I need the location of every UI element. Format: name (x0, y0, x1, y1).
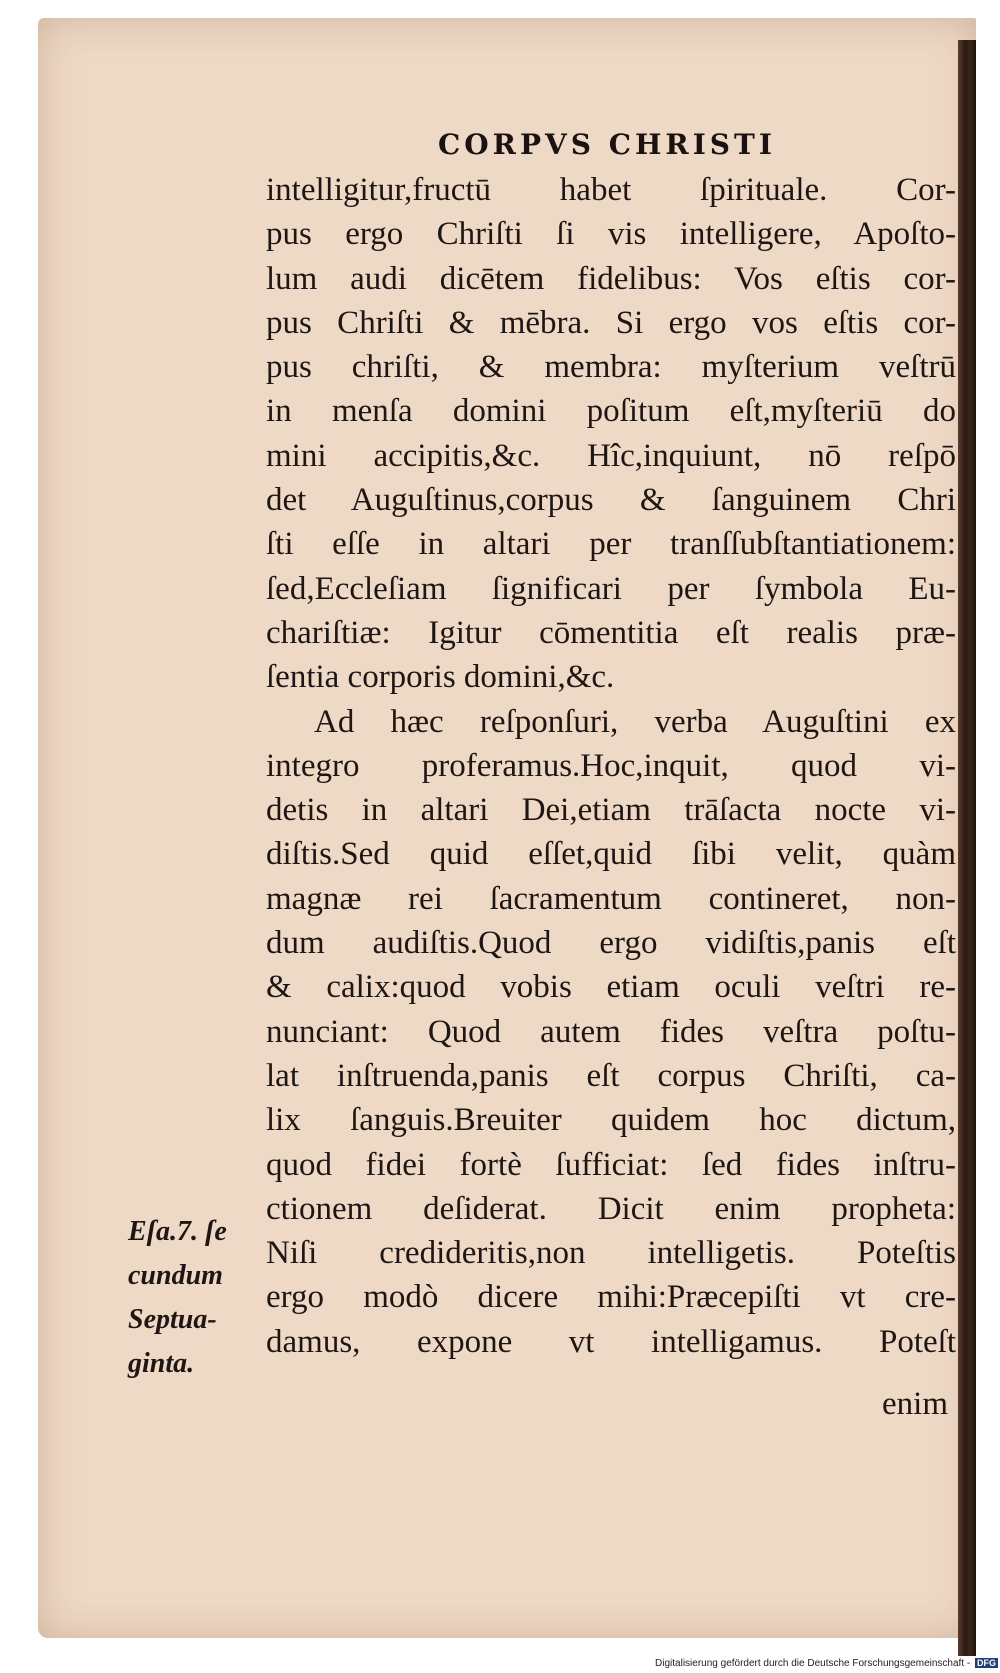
paragraph-start-line: Ad hæc reſponſuri, verba Auguſtini ex (314, 703, 956, 740)
text-line: in menſa domini poſitum eſt,myſteriū do (266, 393, 956, 430)
text-line: Niſi credideritis,non intelligetis. Poteſtis (266, 1235, 956, 1272)
text-line: & calix:quod vobis etiam oculi veſtri re- (266, 969, 956, 1006)
text-line: lum audi dicētem fidelibus: Vos eſtis cor- (266, 260, 956, 297)
text-line: nunciant: Quod autem fides veſtra poſtu- (266, 1013, 956, 1050)
catchword: enim (882, 1386, 948, 1422)
text-line: ſti eſſe in altari per tranſſubſtantiationem: (266, 526, 956, 563)
text-line: ſentia corporis domini,&c. (266, 659, 615, 696)
dfg-logo: DFG (977, 1658, 996, 1668)
marginal-note-line: ginta. (128, 1348, 195, 1379)
text-line: intelligitur,fructū habet ſpirituale. Cor- (266, 172, 956, 208)
text-line: ſed,Eccleſiam ſignificari per ſymbola Eu- (266, 570, 956, 607)
page-edge-shadow (958, 40, 976, 1656)
text-line: magnæ rei ſacramentum contineret, non- (266, 880, 956, 917)
text-line: det Auguſtinus,corpus & ſanguinem Chri (266, 482, 956, 519)
text-line: quod fidei fortè ſufficiat: ſed fides inſtru- (266, 1146, 956, 1183)
text-line: damus, expone vt intelligamus. Poteſt (266, 1323, 956, 1360)
text-line: detis in altari Dei,etiam trāſacta nocte vi- (266, 792, 956, 829)
text-line: diſtis.Sed quid eſſet,quid ſibi velit, quàm (266, 836, 956, 873)
text-line: ergo modò dicere mihi:Præcepiſti vt cre- (266, 1279, 956, 1316)
text-line: pus ergo Chriſti ſi vis intelligere, Apoſto- (266, 216, 956, 253)
text-line: mini accipitis,&c. Hîc,inquiunt, nō reſpō (266, 437, 956, 474)
running-heading: CORPVS CHRISTI (438, 128, 776, 161)
text-line: pus chriſti, & membra: myſterium veſtrū (266, 349, 956, 386)
text-line: lix ſanguis.Breuiter quidem hoc dictum, (266, 1102, 956, 1139)
marginal-note-line: Eſa.7. ſe (128, 1216, 227, 1247)
text-line: dum audiſtis.Quod ergo vidiſtis,panis eſt (266, 925, 956, 962)
text-line: pus Chriſti & mēbra. Si ergo vos eſtis cor- (266, 304, 956, 341)
text-line: lat inſtruenda,panis eſt corpus Chriſti, ca- (266, 1057, 956, 1094)
marginal-note (128, 1210, 258, 1386)
text-line: chariſtiæ: Igitur cōmentitia eſt realis præ- (266, 614, 956, 651)
text-line: integro proferamus.Hoc,inquit, quod vi- (266, 747, 956, 784)
credit-text: Digitalisierung gefördert durch die Deutsche Forschungsgemeinschaft - (655, 1658, 971, 1669)
marginal-note-line: Septua- (128, 1304, 217, 1335)
digitization-credit (655, 1658, 998, 1669)
marginal-note-line: cundum (128, 1260, 223, 1291)
body-text (266, 168, 956, 1364)
text-line: ctionem deſiderat. Dicit enim propheta: (266, 1190, 956, 1227)
